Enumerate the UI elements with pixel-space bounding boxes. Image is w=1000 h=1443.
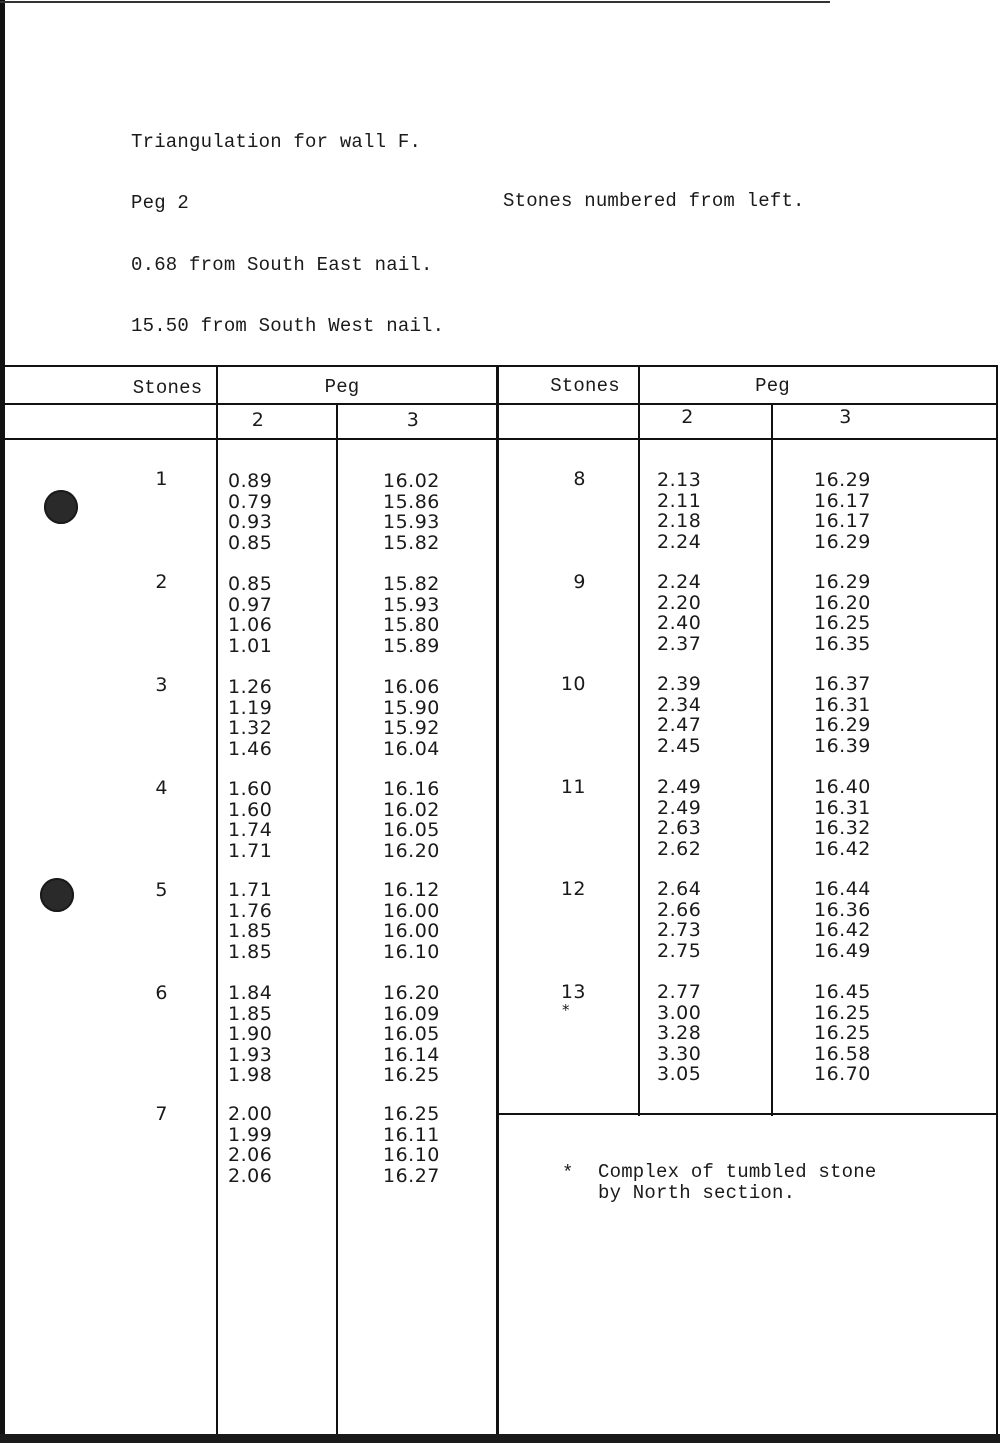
peg2-values [228, 677, 272, 759]
peg3-values [814, 777, 871, 859]
peg3-values [383, 983, 440, 1086]
value: 0.89 [228, 470, 273, 492]
value: 16.25 [814, 1022, 871, 1044]
stone-number: 11 [560, 776, 586, 798]
col-divider-right-peg [771, 404, 773, 1116]
value: 16.02 [383, 798, 440, 821]
value: 3.28 [657, 1022, 702, 1044]
value: 0.85 [228, 573, 273, 595]
value: 16.37 [814, 673, 871, 695]
value: 2.06 [228, 1144, 273, 1166]
right-section-bottom-rule [497, 1113, 998, 1115]
value: 16.49 [814, 939, 871, 962]
stone-number: 2 [155, 571, 168, 593]
stone-number: 6 [155, 982, 168, 1004]
stone-number: 1 [155, 468, 168, 490]
subheader-peg2-right: 2 [681, 406, 694, 428]
value: 16.10 [383, 1144, 440, 1166]
value: 16.11 [383, 1123, 440, 1146]
table-header-rule [5, 403, 998, 405]
value: 16.45 [814, 981, 871, 1003]
value: 2.63 [657, 817, 702, 839]
value: 16.25 [383, 1103, 440, 1125]
value: 15.82 [383, 531, 440, 554]
page-left-border [0, 0, 5, 1443]
value: 2.77 [657, 981, 702, 1003]
value: 16.20 [383, 839, 440, 862]
peg3-values [383, 779, 440, 861]
value: 16.25 [383, 1064, 440, 1086]
peg3-values [814, 470, 871, 552]
value: 16.20 [383, 982, 440, 1004]
value: 1.84 [228, 982, 273, 1004]
value: 2.24 [657, 530, 702, 553]
stone-number: 8 [573, 468, 586, 490]
document-title: Triangulation for wall F. [131, 131, 422, 153]
value: 1.60 [228, 798, 273, 821]
stone-number: 7 [155, 1103, 168, 1125]
peg-label: Peg 2 [131, 192, 190, 214]
value: 3.00 [657, 1001, 702, 1024]
stone-footnote-marker: * [562, 1001, 570, 1019]
value: 1.90 [228, 1023, 273, 1045]
value: 1.19 [228, 696, 273, 719]
value: 16.25 [814, 612, 871, 634]
col-divider-left-peg [336, 404, 338, 1434]
value: 2.24 [657, 571, 702, 593]
header-peg-left: Peg [324, 376, 360, 398]
value: 15.93 [383, 511, 440, 533]
value: 2.39 [657, 673, 702, 695]
value: 2.47 [657, 714, 702, 736]
value: 16.35 [814, 632, 871, 655]
peg3-values [814, 572, 871, 654]
value: 2.49 [657, 776, 702, 798]
value: 16.05 [383, 1023, 440, 1045]
value: 16.29 [814, 571, 871, 593]
value: 1.93 [228, 1043, 273, 1066]
value: 16.00 [383, 899, 440, 922]
value: 16.17 [814, 489, 871, 512]
value: 0.85 [228, 531, 273, 554]
peg2-values [657, 470, 701, 552]
stone-number: 12 [560, 878, 586, 900]
value: 16.00 [383, 920, 440, 942]
peg3-values [383, 880, 440, 962]
value: 1.74 [228, 819, 273, 841]
value: 16.58 [814, 1042, 871, 1065]
value: 1.85 [228, 1002, 273, 1025]
peg2-values [657, 879, 701, 961]
value: 15.82 [383, 573, 440, 595]
stone-number: 4 [155, 777, 168, 799]
value: 16.31 [814, 693, 871, 716]
peg2-values [228, 983, 272, 1086]
peg2-values [657, 572, 701, 654]
punch-hole-icon [40, 878, 74, 912]
value: 1.01 [228, 634, 273, 657]
south-west-distance: 15.50 from South West nail. [131, 315, 445, 337]
col-divider-left-stones [216, 366, 218, 1434]
value: 1.76 [228, 899, 273, 922]
stone-number: 9 [573, 571, 586, 593]
value: 0.97 [228, 593, 273, 616]
value: 16.32 [814, 817, 871, 839]
subheader-peg2-left: 2 [251, 409, 265, 431]
value: 16.09 [383, 1002, 440, 1025]
value: 1.99 [228, 1123, 273, 1146]
value: 1.71 [228, 879, 273, 901]
value: 15.92 [383, 717, 440, 739]
value: 2.66 [657, 898, 702, 921]
stone-number: 5 [155, 879, 168, 901]
peg2-values [657, 674, 701, 756]
value: 15.80 [383, 614, 440, 636]
peg3-values [814, 982, 871, 1085]
value: 2.34 [657, 693, 702, 716]
value: 2.73 [657, 919, 702, 941]
value: 16.27 [383, 1164, 440, 1187]
value: 2.62 [657, 837, 702, 860]
value: 2.64 [657, 878, 702, 900]
value: 1.32 [228, 717, 273, 739]
subheader-peg3-left: 3 [406, 409, 420, 431]
page-bottom-bar [0, 1434, 1000, 1443]
value: 2.75 [657, 939, 702, 962]
peg3-values [383, 574, 440, 656]
peg2-values [228, 880, 272, 962]
value: 16.25 [814, 1001, 871, 1024]
value: 16.36 [814, 898, 871, 921]
value: 16.40 [814, 776, 871, 798]
peg2-values [657, 777, 701, 859]
value: 1.85 [228, 920, 273, 942]
value: 1.60 [228, 778, 273, 800]
stone-number: 10 [560, 673, 586, 695]
value: 2.45 [657, 734, 702, 757]
table-subheader-rule [5, 438, 998, 440]
stone-number: 13 [560, 981, 586, 1003]
value: 16.16 [383, 778, 440, 800]
value: 16.10 [383, 940, 440, 963]
header-stones-left: Stones [132, 377, 203, 399]
value: 16.29 [814, 530, 871, 553]
value: 16.17 [814, 510, 871, 532]
value: 2.49 [657, 796, 702, 819]
value: 2.13 [657, 469, 702, 491]
footnote-line-1: Complex of tumbled stone [598, 1161, 877, 1183]
header-peg-right: Peg [755, 375, 790, 397]
value: 1.06 [228, 614, 273, 636]
value: 15.89 [383, 634, 440, 657]
value: 16.05 [383, 819, 440, 841]
value: 2.18 [657, 510, 702, 532]
value: 16.12 [383, 879, 440, 901]
numbering-note: Stones numbered from left. [503, 190, 805, 212]
peg2-values [228, 574, 272, 656]
value: 0.79 [228, 490, 273, 513]
value: 16.14 [383, 1043, 440, 1066]
peg3-values [814, 674, 871, 756]
peg3-values [383, 1104, 440, 1186]
peg2-values [228, 471, 272, 553]
peg2-values [228, 779, 272, 861]
table-right-border [996, 366, 998, 1434]
value: 16.42 [814, 919, 871, 941]
value: 2.00 [228, 1103, 273, 1125]
value: 0.93 [228, 511, 273, 533]
stone-number: 3 [155, 674, 168, 696]
punch-hole-icon [44, 490, 78, 524]
value: 1.85 [228, 940, 273, 963]
value: 16.42 [814, 837, 871, 860]
peg3-values [814, 879, 871, 961]
peg2-values [228, 1104, 272, 1186]
footnote-text [598, 1162, 876, 1204]
value: 16.06 [383, 676, 440, 698]
value: 2.40 [657, 612, 702, 634]
value: 16.44 [814, 878, 871, 900]
south-east-distance: 0.68 from South East nail. [131, 254, 433, 276]
value: 16.02 [383, 470, 440, 492]
value: 16.70 [814, 1063, 871, 1085]
value: 1.71 [228, 839, 273, 862]
page-top-border [0, 1, 830, 3]
value: 16.04 [383, 737, 440, 760]
value: 2.11 [657, 489, 702, 512]
value: 3.05 [657, 1063, 702, 1085]
value: 1.46 [228, 737, 273, 760]
value: 16.29 [814, 469, 871, 491]
header-stones-right: Stones [550, 375, 620, 397]
peg3-values [383, 471, 440, 553]
footnote-marker: * [562, 1162, 574, 1184]
col-divider-right-stones [638, 366, 640, 1116]
table-top-rule [5, 365, 998, 367]
value: 16.20 [814, 591, 871, 614]
value: 16.39 [814, 734, 871, 757]
value: 15.86 [383, 490, 440, 513]
subheader-peg3-right: 3 [839, 406, 852, 428]
value: 15.93 [383, 593, 440, 616]
value: 16.31 [814, 796, 871, 819]
footnote-line-2: by North section. [598, 1182, 796, 1204]
value: 2.37 [657, 632, 702, 655]
value: 2.20 [657, 591, 702, 614]
value: 1.98 [228, 1064, 273, 1086]
col-divider-middle [496, 366, 499, 1434]
value: 3.30 [657, 1042, 702, 1065]
value: 1.26 [228, 676, 273, 698]
peg2-values [657, 982, 701, 1085]
value: 2.06 [228, 1164, 273, 1187]
value: 16.29 [814, 714, 871, 736]
value: 15.90 [383, 696, 440, 719]
peg3-values [383, 677, 440, 759]
